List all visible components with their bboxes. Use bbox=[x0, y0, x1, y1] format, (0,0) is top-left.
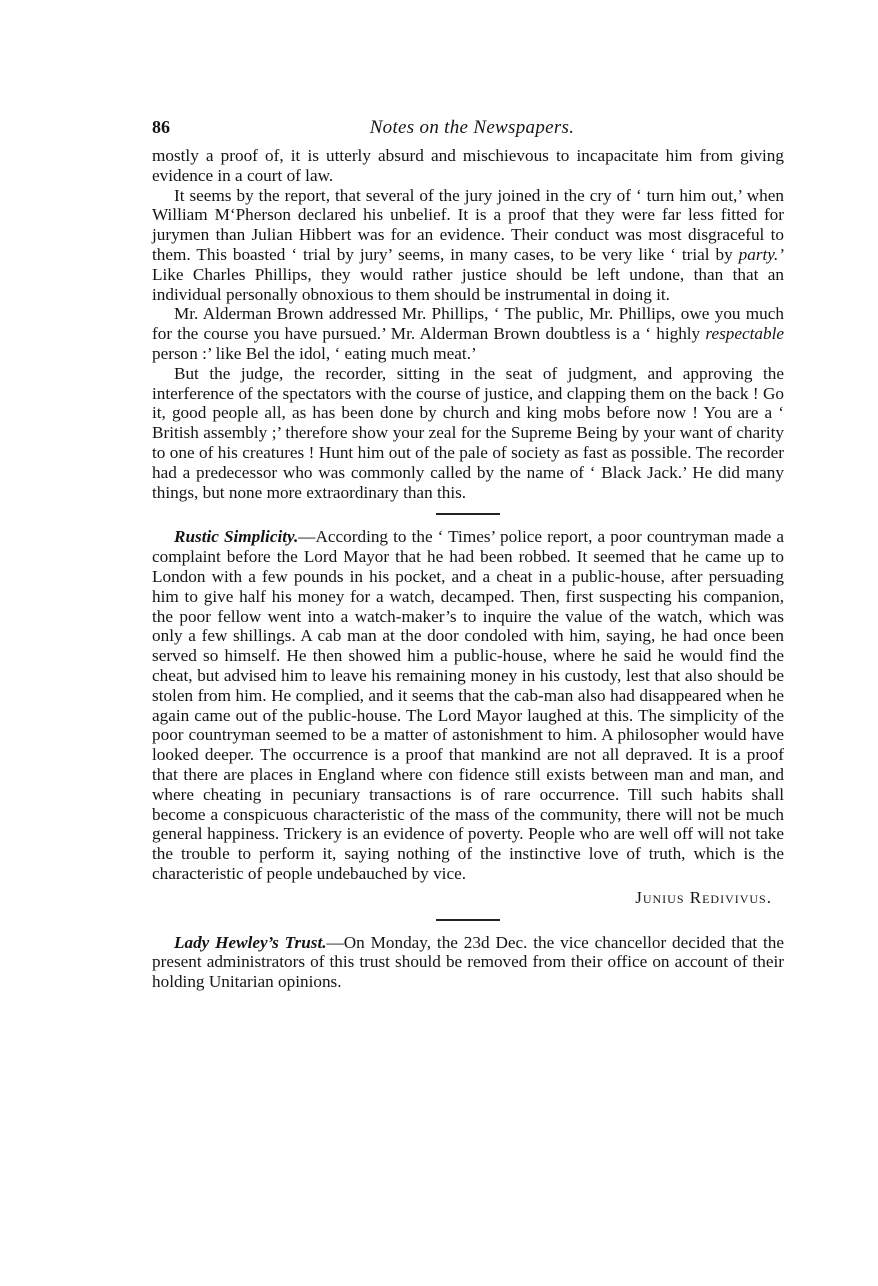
article-rustic-simplicity bbox=[152, 527, 784, 883]
paragraph-alderman bbox=[152, 304, 784, 363]
paragraph-alderman-rest: person :’ like Bel the idol, ‘ eating much meat.’ bbox=[152, 343, 477, 363]
emphasis-respectable: respectable bbox=[705, 324, 784, 344]
running-title: Notes on the Newspapers. bbox=[369, 117, 575, 138]
author-signature: Junius Redivivus. bbox=[635, 887, 772, 907]
paragraph-jury bbox=[152, 186, 784, 305]
section-divider bbox=[436, 919, 500, 921]
paragraph-alderman-text: Mr. Alderman Brown addressed Mr. Phillips, ‘ The public, Mr. Phillips, owe you much for the course you have pursued.’ Mr. Alderman Brown doubtless is a ‘ highly bbox=[152, 304, 784, 344]
article-title: Lady Hewley’s Trust. bbox=[174, 932, 327, 952]
section-divider bbox=[436, 513, 500, 515]
paragraph-recorder: But the judge, the recorder, sitting in the seat of judgment, and approving the interference of the spectators with the course of justice, and clapping them on the back ! Go it, good people all, as has been done by church and king mobs before now ! You are a ‘ British assembly ;’ therefore show your zeal for the Supreme Being by your want of charity to one of his creatures ! Hunt him out of the pale of society as fast as possible. The recorder had a predecessor who was commonly called by the name of ‘ Black Jack.’ He did many things, but none more extraordinary than this. bbox=[152, 363, 784, 502]
page-header bbox=[152, 117, 792, 141]
paragraph-continuation: mostly a proof of, it is utterly absurd and mischievous to incapacitate him from giving evidence in a court of law. bbox=[152, 146, 784, 185]
paragraph-jury-rest: Like Charles Phillips, they would rather justice should be left undone, than that an individual personally obnoxious to them should be instrumental in doing it. bbox=[152, 264, 784, 304]
article-text: —According to the ‘ Times’ police report, a poor countryman made a complaint before the Lord Mayor that he had been robbed. It seemed that he came up to London with a few pounds in his pocket, and a cheat in a public-house, after persuading him to give half his money for a watch, decamped. Then, first suspecting his companion, the poor fellow went into a watch-maker’s to inquire the value of the watch, which was only a few shillings. A cab man at the door condoled with him, saying, he had once been served so himself. He then showed him a public-house, where he said he would find the cheat, but advised him to leave his remaining money in his custody, lest that also should be stolen from him. He complied, and it seems that the cab-man also had disappeared when he again came out of the public-house. The Lord Mayor laughed at this. The simplicity of the poor countryman seemed to be a matter of astonishment to him. A philosopher would have looked deeper. The occurrence is a proof that mankind are not all depraved. It is a proof that there are places in England where con fidence still exists between man and man, and where cheating in pecuniary transactions is of rare occurrence. Till such habits shall become a conspicuous characteristic of the mass of the community, there will not be much general happiness. Trickery is an evidence of poverty. People who are well off will not take the trouble to perform it, saying nothing of the instinctive love of truth, which is the characteristic of people undebauched by vice. bbox=[152, 527, 784, 883]
paragraph-jury-text: It seems by the report, that several of the jury joined in the cry of ‘ turn him out,’ when William M‘Pherson declared his unbelief. It is a proof that they were far less fitted for jurymen than Julian Hibbert was for an evidence. Their conduct was most disgraceful to them. This boasted ‘ trial by jury’ seems, in many cases, to be very like ‘ trial by bbox=[152, 185, 784, 264]
article-title: Rustic Simplicity. bbox=[174, 527, 299, 547]
emphasis-party: party.’ bbox=[738, 244, 784, 264]
article-lady-hewley bbox=[152, 933, 784, 992]
article-body bbox=[152, 146, 784, 992]
page-number: 86 bbox=[152, 117, 170, 137]
article-text: —On Monday, the 23d Dec. the vice chancellor decided that the present administrators of this trust should be removed from their office on account of their holding Unitarian opinions. bbox=[152, 932, 784, 992]
